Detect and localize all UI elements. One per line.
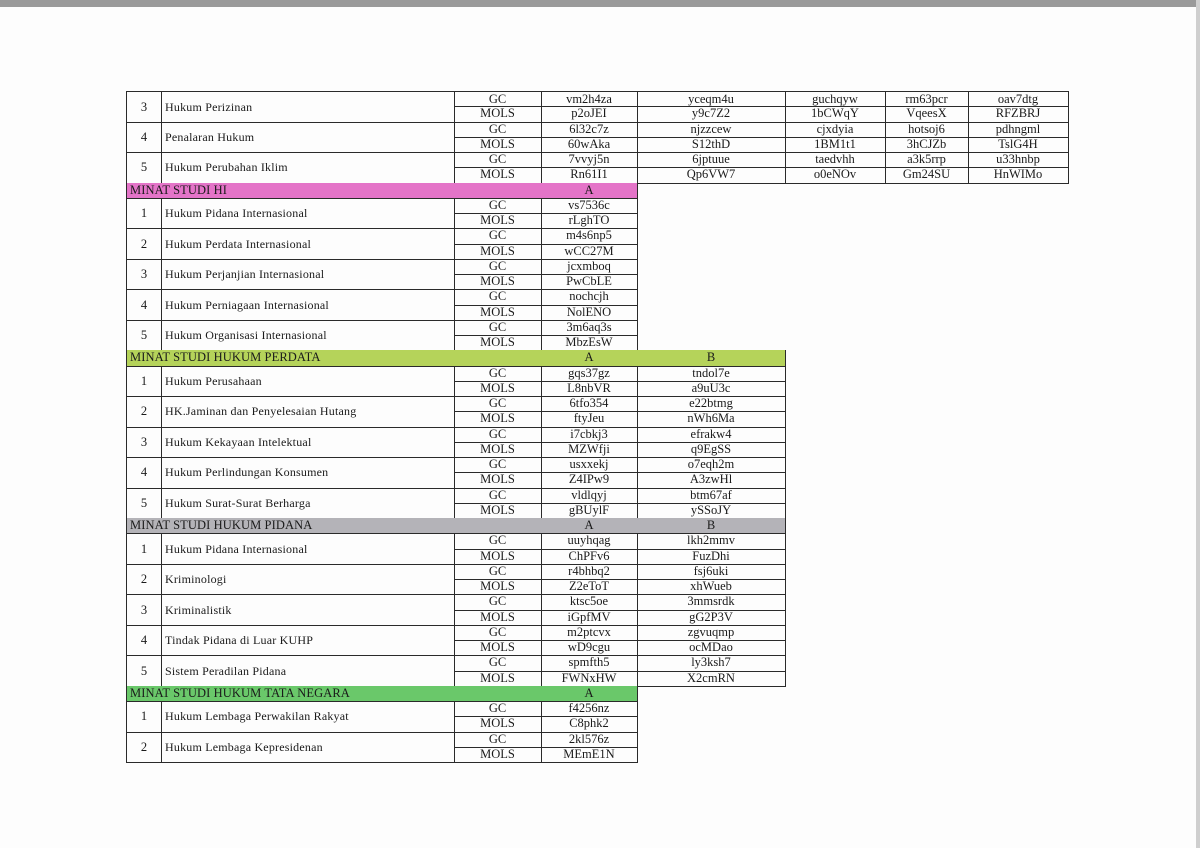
subject-name: Hukum Lembaga Perwakilan Rakyat <box>161 701 455 733</box>
subject-name: Hukum Kekayaan Intelektual <box>161 427 455 459</box>
gc-code: pdhngml <box>968 122 1069 138</box>
mols-code: Gm24SU <box>885 167 969 183</box>
mols-code: nWh6Ma <box>637 411 786 427</box>
subject-name: Kriminologi <box>161 564 455 596</box>
mols-label: MOLS <box>454 305 542 321</box>
mols-code: 1BM1t1 <box>785 137 886 153</box>
section-header-title: MINAT STUDI HUKUM TATA NEGARA <box>126 686 455 702</box>
mols-code: wD9cgu <box>541 640 638 656</box>
mols-code: 60wAka <box>541 137 638 153</box>
gc-code: e22btmg <box>637 396 786 412</box>
gc-code: f4256nz <box>541 701 638 717</box>
gc-code: ktsc5oe <box>541 594 638 610</box>
gc-code: o7eqh2m <box>637 457 786 473</box>
mols-code: a9uU3c <box>637 381 786 397</box>
row-number: 2 <box>126 228 162 260</box>
mols-code: rLghTO <box>541 213 638 229</box>
gc-label: GC <box>454 320 542 336</box>
row-number: 5 <box>126 152 162 184</box>
section-header-title: MINAT STUDI HI <box>126 183 455 199</box>
mols-label: MOLS <box>454 472 542 488</box>
gc-label: GC <box>454 427 542 443</box>
mols-code: ftyJeu <box>541 411 638 427</box>
mols-code: L8nbVR <box>541 381 638 397</box>
subject-name: Hukum Perjanjian Internasional <box>161 259 455 291</box>
mols-label: MOLS <box>454 335 542 351</box>
mols-label: MOLS <box>454 244 542 260</box>
mols-label: MOLS <box>454 671 542 687</box>
mols-code: MZWfji <box>541 442 638 458</box>
mols-label: MOLS <box>454 716 542 732</box>
gc-code: u33hnbp <box>968 152 1069 168</box>
gc-label: GC <box>454 655 542 671</box>
gc-code: njzzcew <box>637 122 786 138</box>
mols-label: MOLS <box>454 640 542 656</box>
gc-code: taedvhh <box>785 152 886 168</box>
mols-code: Z4IPw9 <box>541 472 638 488</box>
section-header-spacer <box>454 183 542 199</box>
mols-code: wCC27M <box>541 244 638 260</box>
gc-label: GC <box>454 152 542 168</box>
mols-label: MOLS <box>454 579 542 595</box>
section-header-spacer <box>454 350 542 366</box>
gc-label: GC <box>454 198 542 214</box>
row-number: 3 <box>126 427 162 459</box>
class-label-a: A <box>541 518 638 534</box>
mols-code: gBUylF <box>541 503 638 519</box>
row-number: 4 <box>126 289 162 321</box>
mols-label: MOLS <box>454 442 542 458</box>
section-header-spacer <box>454 518 542 534</box>
gc-code: 6tfo354 <box>541 396 638 412</box>
mols-code: ChPFv6 <box>541 549 638 565</box>
mols-code: y9c7Z2 <box>637 106 786 122</box>
mols-code: o0eNOv <box>785 167 886 183</box>
class-label-b: B <box>637 350 786 366</box>
subject-name: Hukum Perdata Internasional <box>161 228 455 260</box>
mols-code: Rn61I1 <box>541 167 638 183</box>
row-number: 5 <box>126 488 162 520</box>
row-number: 3 <box>126 259 162 291</box>
gc-code: btm67af <box>637 488 786 504</box>
gc-code: 2kl576z <box>541 732 638 748</box>
mols-code: A3zwHl <box>637 472 786 488</box>
gc-code: rm63pcr <box>885 91 969 107</box>
gc-code: cjxdyia <box>785 122 886 138</box>
mols-code: ySSoJY <box>637 503 786 519</box>
gc-code: yceqm4u <box>637 91 786 107</box>
mols-code: C8phk2 <box>541 716 638 732</box>
subject-name: Hukum Perniagaan Internasional <box>161 289 455 321</box>
gc-code: 6jptuue <box>637 152 786 168</box>
mols-code: PwCbLE <box>541 274 638 290</box>
subject-name: Hukum Perusahaan <box>161 366 455 398</box>
mols-code: NolENO <box>541 305 638 321</box>
mols-code: X2cmRN <box>637 671 786 687</box>
gc-label: GC <box>454 91 542 107</box>
gc-code: 3m6aq3s <box>541 320 638 336</box>
gc-label: GC <box>454 457 542 473</box>
mols-code: RFZBRJ <box>968 106 1069 122</box>
gc-label: GC <box>454 396 542 412</box>
mols-label: MOLS <box>454 549 542 565</box>
subject-name: Hukum Surat-Surat Berharga <box>161 488 455 520</box>
row-number: 1 <box>126 533 162 565</box>
gc-code: zgvuqmp <box>637 625 786 641</box>
gc-label: GC <box>454 564 542 580</box>
mols-code: MEmE1N <box>541 747 638 763</box>
row-number: 1 <box>126 198 162 230</box>
gc-label: GC <box>454 732 542 748</box>
subject-name: Hukum Lembaga Kepresidenan <box>161 732 455 764</box>
gc-code: 6l32c7z <box>541 122 638 138</box>
gc-label: GC <box>454 625 542 641</box>
row-number: 5 <box>126 655 162 687</box>
mols-code: S12thD <box>637 137 786 153</box>
mols-code: ocMDao <box>637 640 786 656</box>
mols-label: MOLS <box>454 747 542 763</box>
subject-name: Hukum Pidana Internasional <box>161 533 455 565</box>
mols-code: 1bCWqY <box>785 106 886 122</box>
gc-label: GC <box>454 228 542 244</box>
mols-label: MOLS <box>454 411 542 427</box>
gc-code: m2ptcvx <box>541 625 638 641</box>
mols-code: gG2P3V <box>637 610 786 626</box>
mols-code: FuzDhi <box>637 549 786 565</box>
row-number: 4 <box>126 457 162 489</box>
row-number: 4 <box>126 625 162 657</box>
mols-label: MOLS <box>454 274 542 290</box>
gc-code: r4bhbq2 <box>541 564 638 580</box>
gc-code: lkh2mmv <box>637 533 786 549</box>
row-number: 3 <box>126 594 162 626</box>
subject-name: Penalaran Hukum <box>161 122 455 154</box>
mols-label: MOLS <box>454 167 542 183</box>
section-header-title: MINAT STUDI HUKUM PERDATA <box>126 350 455 366</box>
gc-code: spmfth5 <box>541 655 638 671</box>
gc-code: jcxmboq <box>541 259 638 275</box>
mols-code: q9EgSS <box>637 442 786 458</box>
mols-code: VqeesX <box>885 106 969 122</box>
gc-code: efrakw4 <box>637 427 786 443</box>
subject-name: Hukum Pidana Internasional <box>161 198 455 230</box>
mols-code: iGpfMV <box>541 610 638 626</box>
subject-name: HK.Jaminan dan Penyelesaian Hutang <box>161 396 455 428</box>
gc-code: a3k5rrp <box>885 152 969 168</box>
subject-name: Tindak Pidana di Luar KUHP <box>161 625 455 657</box>
gc-label: GC <box>454 594 542 610</box>
gc-code: usxxekj <box>541 457 638 473</box>
gc-code: 7vvyj5n <box>541 152 638 168</box>
mols-label: MOLS <box>454 106 542 122</box>
gc-label: GC <box>454 533 542 549</box>
row-number: 4 <box>126 122 162 154</box>
subject-name: Hukum Organisasi Internasional <box>161 320 455 352</box>
gc-label: GC <box>454 701 542 717</box>
mols-code: xhWueb <box>637 579 786 595</box>
gc-code: vs7536c <box>541 198 638 214</box>
mols-code: Qp6VW7 <box>637 167 786 183</box>
gc-code: fsj6uki <box>637 564 786 580</box>
gc-code: tndol7e <box>637 366 786 382</box>
row-number: 2 <box>126 564 162 596</box>
row-number: 1 <box>126 366 162 398</box>
row-number: 3 <box>126 91 162 123</box>
mols-code: TslG4H <box>968 137 1069 153</box>
mols-label: MOLS <box>454 381 542 397</box>
gc-label: GC <box>454 366 542 382</box>
gc-code: gqs37gz <box>541 366 638 382</box>
mols-label: MOLS <box>454 137 542 153</box>
gc-code: m4s6np5 <box>541 228 638 244</box>
class-label-a: A <box>541 686 638 702</box>
gc-code: vldlqyj <box>541 488 638 504</box>
class-label-a: A <box>541 183 638 199</box>
gc-code: oav7dtg <box>968 91 1069 107</box>
subject-name: Hukum Perizinan <box>161 91 455 123</box>
subject-name: Kriminalistik <box>161 594 455 626</box>
mols-label: MOLS <box>454 213 542 229</box>
gc-code: ly3ksh7 <box>637 655 786 671</box>
row-number: 2 <box>126 732 162 764</box>
class-label-a: A <box>541 350 638 366</box>
mols-label: MOLS <box>454 503 542 519</box>
mols-code: MbzEsW <box>541 335 638 351</box>
gc-code: guchqyw <box>785 91 886 107</box>
section-header-spacer <box>454 686 542 702</box>
gc-code: nochcjh <box>541 289 638 305</box>
gc-label: GC <box>454 488 542 504</box>
mols-code: 3hCJZb <box>885 137 969 153</box>
gc-label: GC <box>454 289 542 305</box>
row-number: 2 <box>126 396 162 428</box>
row-number: 5 <box>126 320 162 352</box>
gc-code: hotsoj6 <box>885 122 969 138</box>
gc-code: vm2h4za <box>541 91 638 107</box>
gc-code: uuyhqag <box>541 533 638 549</box>
subject-name: Hukum Perlindungan Konsumen <box>161 457 455 489</box>
gc-code: i7cbkj3 <box>541 427 638 443</box>
subject-name: Sistem Peradilan Pidana <box>161 655 455 687</box>
mols-code: p2oJEI <box>541 106 638 122</box>
gc-label: GC <box>454 122 542 138</box>
row-number: 1 <box>126 701 162 733</box>
mols-code: Z2eToT <box>541 579 638 595</box>
gc-label: GC <box>454 259 542 275</box>
gc-code: 3mmsrdk <box>637 594 786 610</box>
subject-name: Hukum Perubahan Iklim <box>161 152 455 184</box>
section-header-title: MINAT STUDI HUKUM PIDANA <box>126 518 455 534</box>
class-label-b: B <box>637 518 786 534</box>
mols-code: FWNxHW <box>541 671 638 687</box>
mols-label: MOLS <box>454 610 542 626</box>
mols-code: HnWIMo <box>968 167 1069 183</box>
